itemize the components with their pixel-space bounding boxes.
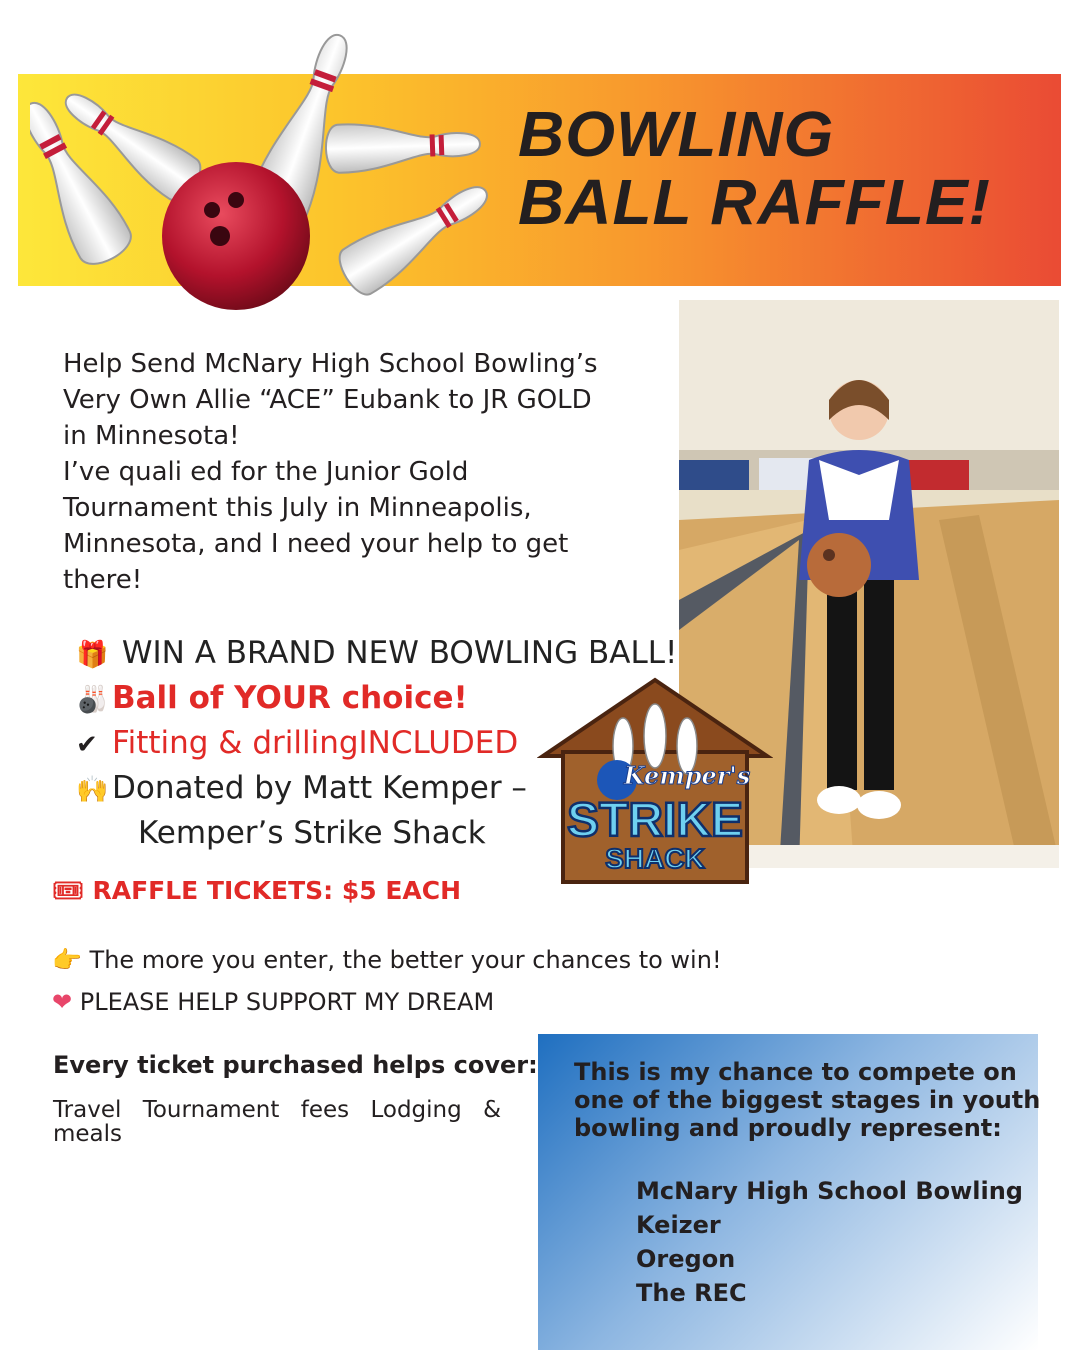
represent-item: McNary High School Bowling (636, 1177, 1023, 1205)
chance-text: This is my chance to compete on one of the biggest stages in youth bowling and proudly represent: (574, 1058, 1041, 1142)
pointing-hand-icon: 👉 (52, 946, 82, 974)
intro-paragraph-2: I’ve quali ed for the Junior Gold Tournament this July in Minneapolis, Minnesota, and I need your help to get there! (63, 457, 569, 595)
intro-text (63, 346, 623, 598)
logo-line-3: SHACK (605, 843, 705, 874)
prize-line-3-text: Fitting & drillingINCLUDED (112, 725, 519, 761)
prize-line-4-text: Donated by Matt Kemper – (112, 770, 527, 806)
ticket-icon: 🎟 (52, 876, 84, 905)
represent-item: Oregon (636, 1245, 736, 1273)
cover-body: Travel Tournament fees Lodging & meals (53, 1097, 501, 1147)
support-note (52, 988, 494, 1016)
strike-shack-logo (537, 676, 773, 896)
intro-paragraph-1: Help Send McNary High School Bowling’s Very Own Allie “ACE” Eubank to JR GOLD in Minnesota! (63, 349, 598, 451)
title-line-2: BALL RAFFLE! (518, 166, 991, 238)
bowling-ball-icon (162, 162, 310, 310)
more-entries-note (52, 946, 722, 974)
represent-item: Keizer (636, 1211, 721, 1239)
represent-item: The REC (636, 1279, 747, 1307)
more-entries-text: The more you enter, the better your chances to win! (89, 946, 722, 974)
pin-right-lower (333, 169, 490, 300)
logo-line-1: Kemper's (623, 761, 751, 790)
page-title (518, 100, 1058, 236)
prize-line-1-text: WIN A BRAND NEW BOWLING BALL! (121, 635, 678, 671)
support-text: PLEASE HELP SUPPORT MY DREAM (79, 988, 495, 1016)
checkmark-icon: ✔ (76, 730, 98, 760)
raffle-tickets-price (52, 876, 461, 906)
prize-line-1 (76, 632, 676, 677)
gift-icon: 🎁 (76, 640, 109, 670)
cover-heading: Every ticket purchased helps cover: (53, 1051, 538, 1079)
bowling-pins-illustration (30, 14, 490, 314)
pin-right-upper (325, 120, 481, 174)
prize-line-2-text: Ball of YOUR choice! (112, 680, 468, 716)
title-line-1: BOWLING (518, 98, 835, 170)
heart-icon: ❤ (52, 988, 73, 1016)
bowling-icon: 🎳 (76, 685, 109, 715)
logo-line-2: STRIKE (566, 794, 744, 847)
prize-line-5: Kemper’s Strike Shack (138, 815, 486, 851)
represent-list (636, 1174, 1023, 1310)
raised-hands-icon: 🙌 (76, 775, 109, 805)
raffle-tickets-text: RAFFLE TICKETS: $5 EACH (92, 876, 462, 905)
